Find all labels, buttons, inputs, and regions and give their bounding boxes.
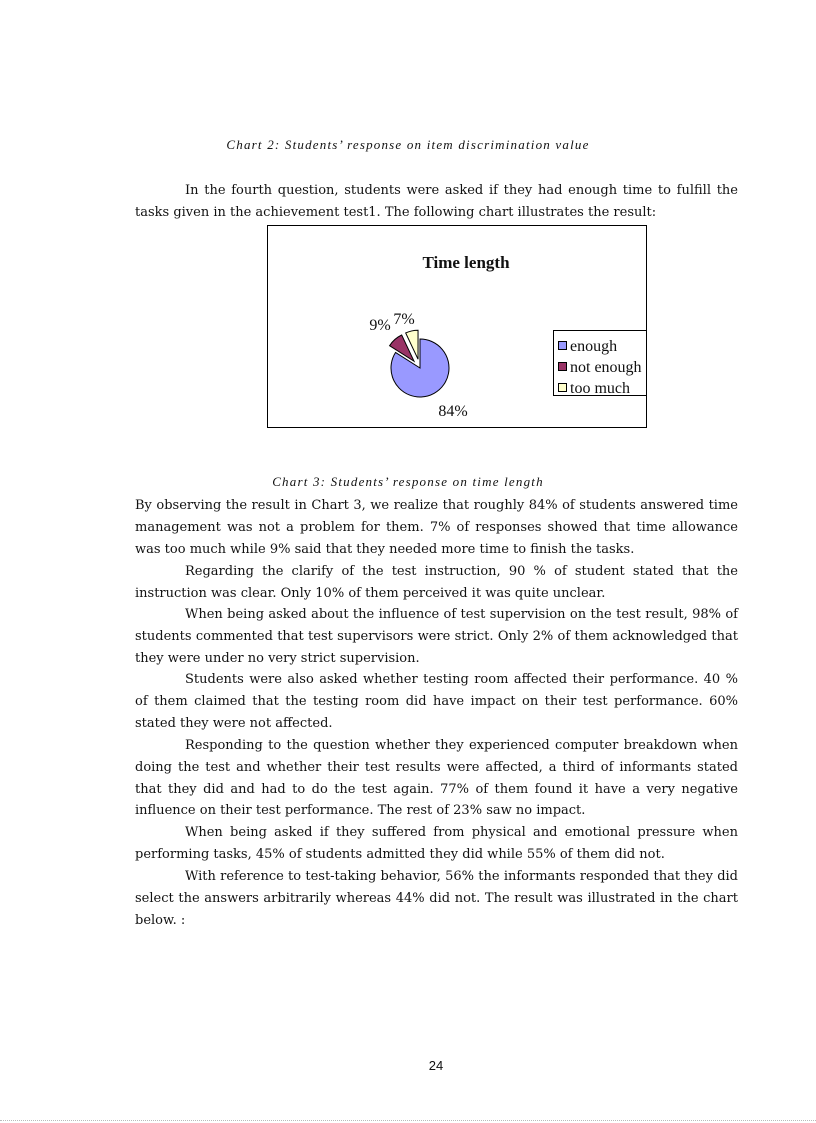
paragraph-5: Responding to the question whether they experienced computer breakdown when doing the test and whether their test results were affected, a third of informants stated that they did and had to do the test again. 77% of them found it have a very negative influence on their test performance. The rest of 23% saw no impact. [135, 738, 738, 819]
paragraph-2: Regarding the clarify of the test instruction, 90 % of student stated that the instruction was clear. Only 10% of them perceived it was quite unclear. [135, 564, 738, 601]
chart-title: Time length [422, 253, 510, 272]
legend-swatch-not-enough [558, 362, 567, 371]
chart-2-caption: Chart 2: Students’ response on item discrimination value [226, 137, 590, 152]
legend-item-too-much [558, 379, 647, 399]
intro-paragraph: In the fourth question, students were asked if they had enough time to fulfill the tasks given in the achievement test1. The following chart illustrates the result: [135, 183, 738, 220]
data-label-not-enough: 9% [369, 317, 391, 334]
paragraph-4: Students were also asked whether testing room affected their performance. 40 % of them claimed that the testing room did have impact on their test performance. 60% stated they were not affected. [135, 672, 738, 731]
page-bottom-rule [0, 1120, 816, 1121]
paragraph-1: By observing the result in Chart 3, we realize that roughly 84% of students answered time management was not a problem for them. 7% of responses showed that time allowance was too much while 9% said that they needed more time to finish the tasks. [135, 498, 738, 557]
legend-label-not-enough: not enough [570, 359, 642, 376]
legend-swatch-too-much [558, 383, 567, 392]
chart-legend [553, 330, 647, 396]
paragraph-7: With reference to test-taking behavior, 56% the informants responded that they did select the answers arbitrarily whereas 44% did not. The result was illustrated in the chart below. : [135, 869, 738, 928]
time-length-chart [267, 225, 647, 428]
chart-3-caption: Chart 3: Students’ response on time length [272, 474, 544, 489]
data-label-enough: 84% [438, 403, 468, 420]
data-label-too-much: 7% [393, 311, 415, 328]
legend-swatch-enough [558, 341, 567, 350]
legend-label-too-much: too much [570, 380, 630, 397]
legend-item-enough [558, 337, 647, 357]
paragraph-6: When being asked if they suffered from physical and emotional pressure when performing tasks, 45% of students admitted they did while 55% of them did not. [135, 825, 738, 862]
page-number: 24 [428, 1058, 444, 1073]
legend-item-not-enough [558, 358, 647, 378]
paragraph-3: When being asked about the influence of test supervision on the test result, 98% of students commented that test supervisors were strict. Only 2% of them acknowledged that they were under no very strict supervision. [135, 607, 738, 666]
legend-label-enough: enough [570, 338, 618, 355]
